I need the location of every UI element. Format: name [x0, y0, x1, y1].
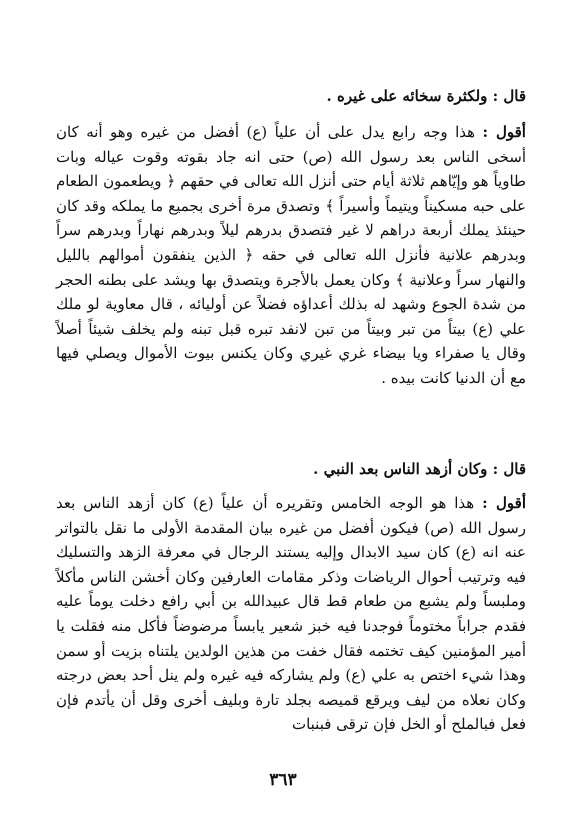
commentary-paragraph: [56, 120, 526, 391]
commentary-lead: أقول :: [482, 123, 526, 141]
page-number: ٣٦٣: [269, 770, 297, 790]
commentary-lead: أقول :: [482, 494, 526, 512]
section-generosity: [56, 86, 526, 391]
commentary-text: هذا وجه رابع يدل على أن علياً (ع) أفضل من غيره وهو أنه كان أسخى الناس بعد رسول الله (ص) حتى انه جاد بقوته وقوت عياله وبات طاوياً هو وإيّاهم ثلاثة أيام حتى أنزل الله تعالى في حقهم ﴿ ويطعمون الطعام على حبه مسكيناً ويتيماً وأسيراً ﴾ وتصدق مرة أخرى بجميع ما يملكه وقد كان حينئذ يملك أربعة دراهم لا غير فتصدق بدرهم ليلاً وبدرهم نهاراً وبدرهم سراً وبدرهم علانية فأنزل الله تعالى في حقه ﴿ الذين ينفقون أموالهم بالليل والنهار سراً وعلانية ﴾ وكان يعمل بالأجرة ويتصدق بها ويشد على بطنه الحجر من شدة الجوع وشهد له بذلك أعداؤه فضلاً عن أوليائه ، قال معاوية لو ملك علي (ع) بيتاً من تبر وبيتاً من تبن لانفد تبره قبل تبنه ولم يخلف شيئاً أصلاً وقال يا صفراء ويا بيضاء غري غيري وكان يكنس بيوت الأموال ويصلي فيها مع أن الدنيا كانت بيده .: [56, 123, 526, 387]
section-heading: قال : وكان أزهد الناس بعد النبي .: [313, 460, 526, 478]
commentary-paragraph: [56, 491, 526, 737]
section-asceticism: [56, 459, 526, 737]
section-heading: قال : ولكثرة سخائه على غيره .: [326, 87, 526, 105]
commentary-text: هذا هو الوجه الخامس وتقريره أن علياً (ع) كان أزهد الناس بعد رسول الله (ص) فيكون أفضل من غيره بيان المقدمة الأولى ما نقل بالتواتر عنه انه (ع) كان سيد الابدال وإليه يستند الرجال في معرفة الزهد والتسليك فيه وترتيب أحوال الرياضات وذكر مقامات العارفين وكان أخشن الناس مأكلاً وملبساً ولم يشبع من طعام قط قال عبيدالله بن أبي رافع دخلت يوماً عليه فقدم جراباً مختوماً فوجدنا فيه خبز شعير يابساً مرضوضاً فأكل منه فقلت يا أمير المؤمنين كيف تختمه فقال خفت من هذين الولدين يلتناه بزيت أو سمن وهذا شيء اختص به علي (ع) ولم يشاركه فيه غيره ولم ينل أحد بعض درجته وكان نعلاه من ليف ويرقع قميصه بجلد تارة وبليف أخرى وقل أن يأتدم فإن فعل فبالملح أو الخل فإن ترقى فبنبات: [56, 494, 526, 734]
